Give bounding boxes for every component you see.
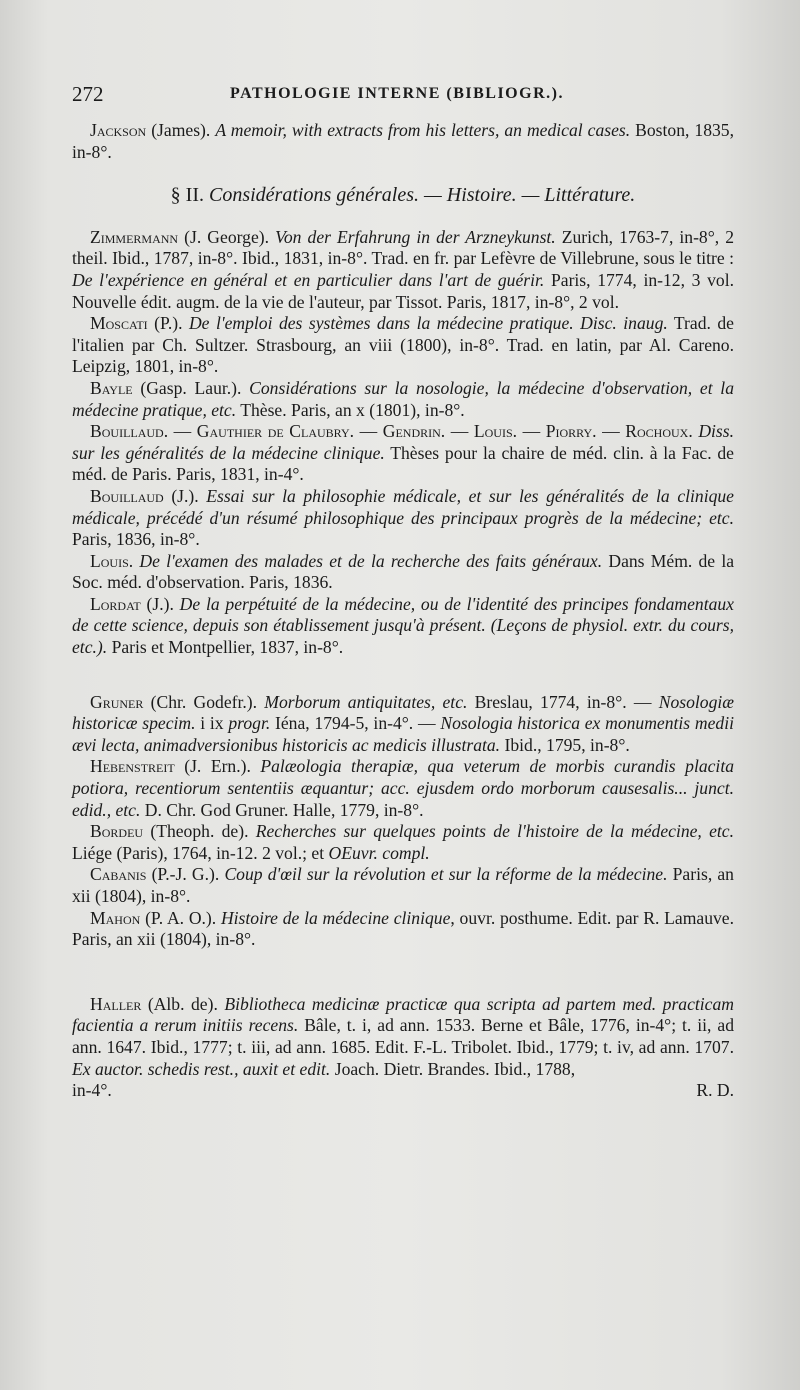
bibliography-entry — [72, 313, 734, 378]
entry-title: De l'examen des malades et de la recherche des faits généraux. — [139, 550, 603, 571]
entry-title: progr. — [228, 713, 271, 734]
entry-text: (P. A. O.). — [140, 907, 221, 928]
entry-author: Gruner — [90, 691, 144, 712]
entry-title: Nosologia historica ex monumentis medii ævi lecta, animadversionibus historicis ac medicis illustrata. — [72, 713, 734, 755]
entry-title: Coup d'œil sur la révolution et sur la réforme de la médecine. — [224, 864, 668, 885]
entry-text: (Gasp. Laur.). — [132, 377, 250, 398]
entry-author: Bouillaud — [90, 485, 164, 506]
entry-group-3 — [72, 994, 734, 1080]
bibliography-entry — [72, 692, 734, 757]
section-heading — [72, 185, 734, 207]
entry-text: (Chr. Godefr.). — [143, 691, 265, 712]
bibliography-entry — [72, 120, 734, 163]
entry-text: Paris et Montpellier, 1837, in-8°. — [107, 637, 344, 658]
entry-text: i ix — [195, 713, 229, 734]
entry-text: Thèses pour la chaire de méd. clin. à la Fac. de méd. de Paris. Paris, 1831, in-4°. — [72, 442, 734, 485]
entry-text: . — [128, 550, 140, 571]
entry-title: De l'expérience en général et en particulier dans l'art de guérir. — [72, 269, 545, 290]
closing-line — [72, 1080, 734, 1102]
entry-text: Dans Mém. de la Soc. méd. d'observation. Paris, 1836. — [72, 550, 735, 593]
entry-text: (J.). — [140, 593, 180, 614]
entry-author: Jackson — [90, 120, 147, 140]
entry-title: Bibliotheca medicinæ practicæ qua scripta ad partem med. practicam facientia a rerum initiis recens. — [72, 993, 734, 1036]
bibliography-entry — [72, 227, 734, 313]
entry-title: Palæologia therapiæ, qua veterum de morbis curandis placita potiora, recentiorum sententiis æquantur; acc. ejusdem ordo morborum causesalis... junct. edid., etc. — [72, 756, 735, 820]
bibliography-entry — [72, 994, 734, 1080]
entry-text: Iéna, 1794-5, in-4°. — — [270, 713, 441, 734]
entry-title: De la perpétuité de la médecine, ou de l'identité des principes fondamentaux de cette science, depuis son établissement jusqu'à présent. (Leçons de physiol. extr. du cours, etc.). — [72, 593, 734, 658]
entry-title: Ex auctor. schedis rest., auxit et edit. — [72, 1058, 331, 1079]
page-number: 272 — [72, 82, 104, 106]
entry-text: (J. George). — [178, 226, 276, 247]
entry-title: Considérations sur la nosologie, la médecine d'observation, et la médecine pratique, etc. — [72, 377, 734, 420]
entry-text: Trad. de l'italien par Ch. Sultzer. Strasbourg, an viii (1800), in-8°. Trad. en latin, par Al. Careno. Leipzig, 1801, in-8°. — [72, 313, 734, 377]
entry-text: (P.-J. G.). — [146, 864, 225, 885]
section-title: Considérations générales. — Histoire. — Littérature. — [209, 184, 636, 207]
entry-author: Moscati — [90, 313, 148, 334]
entry-title: Recherches sur quelques points de l'histoire de la médecine, etc. — [255, 821, 735, 842]
entry-title: De l'emploi des systèmes dans la médecine pratique. Disc. inaug. — [188, 313, 668, 334]
entry-text: D. Chr. God Gruner. Halle, 1779, in-8°. — [140, 799, 424, 820]
entry-title: A memoir, with extracts from his letters, an medical cases. — [215, 120, 631, 140]
bibliography-entry — [72, 486, 734, 551]
entry-title: Nosologiæ historicæ specim. — [72, 691, 734, 734]
entry-text: Zurich, 1763-7, in-8°, 2 theil. Ibid., 1787, in-8°. Ibid., 1831, in-8°. Trad. en fr. par Lefèvre de Villebrune, sous le titre : — [72, 226, 735, 269]
entry-title: Diss. sur les généralités de la médecine clinique. — [72, 421, 734, 463]
signature-initials: R. D. — [696, 1080, 734, 1101]
page-body — [72, 120, 734, 1102]
bibliography-entry — [72, 551, 734, 594]
bibliography-entry — [72, 594, 734, 659]
entry-text: Paris, 1774, in-12, 3 vol. Nouvelle édit. augm. de la vie de l'auteur, par Tissot. Paris, 1817, in-8°, 2 vol. — [72, 269, 734, 312]
entry-text: (P.). — [147, 313, 189, 334]
entry-text: Joach. Dietr. Brandes. Ibid., 1788, — [330, 1058, 576, 1079]
section-number: § II. — [170, 184, 209, 207]
entry-title: Essai sur la philosophie médicale, et sur les généralités de la clinique médicale, précédé d'un résumé philosophique des principaux progrès de la médecine; etc. — [72, 485, 734, 528]
entry-author: Hebenstreit — [90, 756, 175, 777]
bibliography-entry — [72, 864, 734, 907]
bibliography-entry — [72, 821, 734, 864]
entry-group-2 — [72, 692, 734, 951]
entry-author: Bouillaud. — Gauthier de Claubry. — Gendrin. — Louis. — Piorry. — Rochoux. — [90, 421, 693, 442]
entry-text: (James). — [146, 120, 216, 140]
entry-author: Bordeu — [90, 821, 144, 842]
entry-author: Lordat — [90, 593, 141, 614]
entry-author: Cabanis — [90, 864, 147, 885]
entry-text: (Alb. de). — [141, 993, 225, 1014]
entry-text: (J. Ern.). — [174, 756, 261, 777]
entry-author: Zimmermann — [90, 226, 179, 247]
bibliography-entry — [72, 421, 734, 486]
entry-text: Ibid., 1795, in-8°. — [500, 734, 630, 755]
group-spacer — [72, 951, 734, 994]
entry-title: OEuvr. compl. — [328, 842, 430, 863]
entry-text: Breslau, 1774, in-8°. — — [467, 691, 659, 712]
page-header — [72, 82, 732, 112]
entry-title: Histoire de la médecine clinique — [220, 907, 451, 928]
bibliography-entry — [72, 378, 734, 421]
entry-author: Mahon — [90, 907, 141, 928]
bibliography-entry — [72, 756, 734, 821]
format-note: in-4°. — [72, 1080, 112, 1101]
entry-text: Paris, 1836, in-8°. — [72, 529, 200, 550]
bibliography-entry — [72, 908, 734, 951]
entry-text: Paris, an xii (1804), in-8°. — [72, 864, 734, 906]
entry-author: Bayle — [90, 377, 133, 398]
group-spacer — [72, 659, 734, 692]
entry-text: , ouvr. posthume. Edit. par R. Lamauve. Paris, an xii (1804), in-8°. — [72, 907, 735, 950]
entry-text: Liége (Paris), 1764, in-12. 2 vol.; et — [72, 842, 329, 863]
entry-group-1 — [72, 227, 734, 659]
entry-author: Louis — [90, 550, 129, 571]
entry-text: Boston, 1835, in-8°. — [72, 120, 734, 162]
entry-text: (Theoph. de). — [143, 821, 256, 842]
entry-author: Haller — [90, 993, 142, 1014]
entry-text: Thèse. Paris, an x (1801), in-8°. — [236, 399, 465, 420]
entry-text: Bâle, t. i, ad ann. 1533. Berne et Bâle, 1776, in-4°; t. ii, ad ann. 1647. Ibid., 1777; t. iii, ad ann. 1685. Edit. F.-L. Tribolet. Ibid., 1779; t. iv, ad ann. 1707. — [72, 1015, 734, 1057]
entry-title: Morborum antiquitates, etc. — [264, 691, 468, 712]
running-title: PATHOLOGIE INTERNE (BIBLIOGR.). — [230, 85, 564, 102]
entry-title: Von der Erfahrung in der Arzneykunst. — [275, 226, 556, 247]
entry-text: (J.). — [163, 485, 207, 506]
